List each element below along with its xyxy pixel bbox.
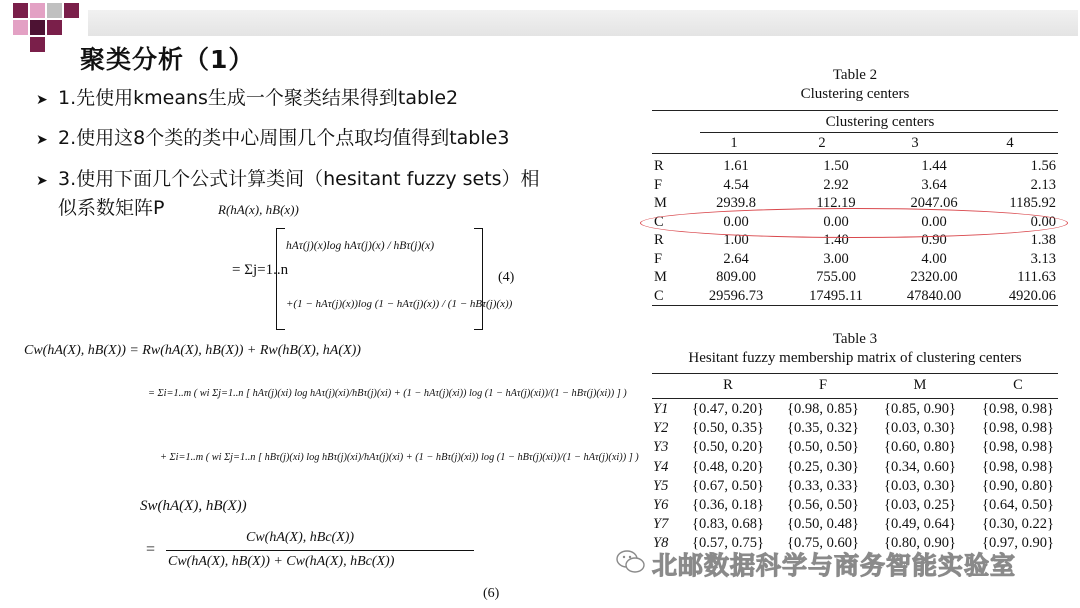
table3-cell: {0.49, 0.64} [884, 516, 956, 533]
table3-cell: {0.36, 0.18} [692, 497, 764, 513]
table2-cell: 4920.06 [1008, 287, 1056, 304]
table3-cell: {0.47, 0.20} [692, 401, 764, 417]
bullet-text: 2.使用这8个类的类中心周围几个点取均值得到table3 [58, 127, 510, 149]
table2-cell: 2047.06 [910, 195, 958, 211]
watermark-text: 北邮数据科学与商务智能实验室 [652, 551, 1017, 580]
eq4-head: R(hA(x), hB(x)) [218, 202, 299, 217]
cw-line1: = Σi=1..m ( wi Σj=1..n [ hAτ(j)(xi) log hAτ(j)(xi)/hBτ(j)(xi) + (1 − hAτ(j)(xi)) log (1 − hAτ(j)(xi))/(1 − hBτ(j)(xi)) ] ) [148, 388, 627, 399]
table2-cell: 0.00 [921, 213, 947, 230]
table2-bottom-rule [652, 305, 1058, 306]
eq4-line2: +(1 − hAτ(j)(x))log (1 − hAτ(j)(x)) / (1 − hBτ(j)(x)) [286, 298, 513, 310]
table3-cell: {0.56, 0.50} [787, 497, 859, 513]
table3-column-header: M [913, 377, 927, 393]
table2-cell: 755.00 [816, 269, 856, 285]
table3-column-header: R [723, 377, 733, 393]
table3-cell: {0.98, 0.98} [982, 420, 1054, 437]
decor-square [47, 3, 62, 18]
table2-group-rule [700, 132, 1058, 133]
wechat-icon [616, 549, 646, 575]
table3-row-label: Y7 [653, 516, 669, 533]
table2-cell: 2.13 [1030, 176, 1056, 193]
sw-equals: = [146, 541, 156, 558]
table2-cell: 17495.11 [809, 287, 863, 304]
slide-title: 聚类分析（1） [80, 45, 255, 74]
table2-row-label: F [654, 176, 663, 193]
table2-column-header: 2 [818, 135, 826, 151]
table2-cell: 29596.73 [708, 287, 764, 304]
table2-cell: 1.00 [723, 232, 749, 248]
table2-cell: 1.40 [823, 232, 849, 248]
arrow-icon: ➤ [36, 173, 48, 189]
sw-head: Sw(hA(X), hB(X)) [140, 498, 247, 514]
table2-cell: 2939.8 [716, 195, 756, 211]
table2-cell: 2320.00 [910, 269, 958, 285]
bullet-text: 3.使用下面几个公式计算类间（hesitant fuzzy sets）相 [58, 168, 540, 190]
table3-cell: {0.75, 0.60} [787, 535, 859, 552]
table3-top-rule [652, 373, 1058, 374]
table2-cell: 1.38 [1030, 232, 1056, 248]
table3-cell: {0.03, 0.25} [884, 497, 956, 513]
table2-column-header: 4 [1006, 135, 1014, 151]
table3-column-header: F [818, 377, 828, 393]
table3-caption: Table 3 [832, 331, 878, 347]
table2-group-header: Clustering centers [825, 114, 935, 130]
arrow-icon: ➤ [36, 92, 48, 108]
eq4-bracket-left [276, 228, 285, 330]
table3-cell: {0.64, 0.50} [982, 497, 1054, 513]
sw-denominator: Cw(hA(X), hB(X)) + Cw(hA(X), hBc(X)) [168, 554, 395, 569]
table2-cell: 2.92 [823, 176, 849, 193]
table3-cell: {0.48, 0.20} [692, 458, 764, 475]
table3-cell: {0.60, 0.80} [884, 439, 956, 456]
table2-row-label: C [654, 287, 664, 304]
table3-cell: {0.90, 0.80} [982, 477, 1054, 494]
sw-fraction-bar [166, 550, 474, 551]
bullet-2 [36, 126, 509, 152]
highlight-ellipse [640, 208, 1068, 238]
table3-row-label: Y1 [653, 401, 669, 417]
table2-cell: 0.00 [823, 213, 849, 230]
table2-cell: 809.00 [716, 269, 756, 285]
table3-header-rule [652, 398, 1058, 399]
table3-cell: {0.30, 0.22} [982, 516, 1054, 533]
decor-square [30, 3, 45, 18]
cw-line2: + Σi=1..m ( wi Σj=1..n [ hBτ(j)(xi) log hBτ(j)(xi)/hAτ(j)(xi) + (1 − hBτ(j)(xi)) log (1 − hBτ(j)(xi))/(1 − hAτ(j)(xi)) ] ) [160, 452, 639, 463]
table3-cell: {0.98, 0.98} [982, 401, 1054, 417]
table3-cell: {0.35, 0.32} [787, 420, 859, 437]
table2-row-label: R [654, 232, 664, 248]
table3-cell: {0.57, 0.75} [692, 535, 764, 552]
table3-cell: {0.67, 0.50} [692, 477, 764, 494]
table3-cell: {0.83, 0.68} [692, 516, 764, 533]
decor-square [30, 20, 45, 35]
table2-cell: 1185.92 [1009, 195, 1056, 211]
table2-cell: 112.19 [816, 195, 856, 211]
table2-cell: 111.63 [1017, 269, 1056, 285]
table2-column-header: 1 [730, 135, 738, 151]
table3-cell: {0.50, 0.48} [787, 516, 859, 533]
bullet-1 [36, 86, 458, 112]
table3-cell: {0.50, 0.35} [692, 420, 764, 437]
table2-subtitle: Clustering centers [800, 86, 910, 102]
table2-cell: 1.61 [723, 158, 749, 174]
table3-cell: {0.80, 0.90} [884, 535, 956, 552]
table2-row-label: R [654, 158, 664, 174]
eq4-line1: hAτ(j)(x)log hAτ(j)(x) / hBτ(j)(x) [286, 240, 435, 252]
table2-top-rule [652, 110, 1058, 111]
eq4-sum: = Σj=1..n [232, 262, 289, 278]
table2-cell: 4.54 [723, 176, 749, 193]
table2-row-label: F [654, 250, 663, 267]
table3-row-label: Y5 [653, 477, 669, 494]
table3-row-label: Y4 [653, 458, 669, 475]
table2-cell: 1.56 [1030, 158, 1056, 174]
table3-cell: {0.34, 0.60} [884, 458, 956, 475]
sw-numerator: Cw(hA(X), hBc(X)) [246, 530, 355, 545]
table2-cell: 0.00 [723, 213, 749, 230]
table3-cell: {0.98, 0.98} [982, 439, 1054, 456]
table3-cell: {0.98, 0.98} [982, 458, 1054, 475]
header-bar [88, 10, 1078, 36]
eq6-number: (6) [483, 586, 500, 601]
table3-cell: {0.03, 0.30} [884, 420, 956, 437]
decor-square [47, 20, 62, 35]
table2-cell: 47840.00 [906, 287, 962, 304]
table2-cell: 1.44 [921, 158, 947, 174]
bullet-text: 1.先使用kmeans生成一个聚类结果得到table2 [58, 87, 459, 109]
bullet-3-continuation: 似系数矩阵P [58, 197, 165, 219]
table3-cell: {0.50, 0.20} [692, 439, 764, 456]
decor-square [64, 3, 79, 18]
decor-square [13, 20, 28, 35]
bullet-3 [36, 167, 540, 193]
table2-column-header: 3 [911, 135, 919, 151]
table2-cell: 3.00 [823, 250, 849, 267]
eq4-number: (4) [498, 270, 515, 285]
table2-cell: 3.13 [1030, 250, 1056, 267]
table3-subtitle: Hesitant fuzzy membership matrix of clustering centers [688, 350, 1022, 366]
table3-cell: {0.98, 0.85} [787, 401, 859, 417]
decor-square [13, 3, 28, 18]
table2-cell: 0.00 [1030, 213, 1056, 230]
table3-cell: {0.85, 0.90} [884, 401, 956, 417]
table3-cell: {0.50, 0.50} [787, 439, 859, 456]
table3-cell: {0.03, 0.30} [884, 477, 956, 494]
table2-row-label: M [654, 195, 667, 211]
arrow-icon: ➤ [36, 132, 48, 148]
table3-column-header: C [1013, 377, 1023, 393]
table2-row-label: M [654, 269, 667, 285]
table3-cell: {0.25, 0.30} [787, 458, 859, 475]
table3-row-label: Y6 [653, 497, 669, 513]
table3-row-label: Y3 [653, 439, 669, 456]
eq4-bracket-right [474, 228, 483, 330]
table2-caption: Table 2 [832, 67, 878, 83]
table2-header-rule [652, 153, 1058, 154]
table2-cell: 2.64 [723, 250, 749, 267]
table3-row-label: Y2 [653, 420, 669, 437]
table3-row-label: Y8 [653, 535, 669, 552]
table2-cell: 3.64 [921, 176, 947, 193]
table2-row-label: C [654, 213, 664, 230]
decor-square [30, 37, 45, 52]
table3-cell: {0.97, 0.90} [982, 535, 1054, 552]
table2-cell: 0.90 [921, 232, 947, 248]
table2-cell: 1.50 [823, 158, 849, 174]
table3-cell: {0.33, 0.33} [787, 477, 859, 494]
table2-cell: 4.00 [921, 250, 947, 267]
cw-head: Cw(hA(X), hB(X)) = Rw(hA(X), hB(X)) + Rw(hB(X), hA(X)) [24, 343, 361, 358]
